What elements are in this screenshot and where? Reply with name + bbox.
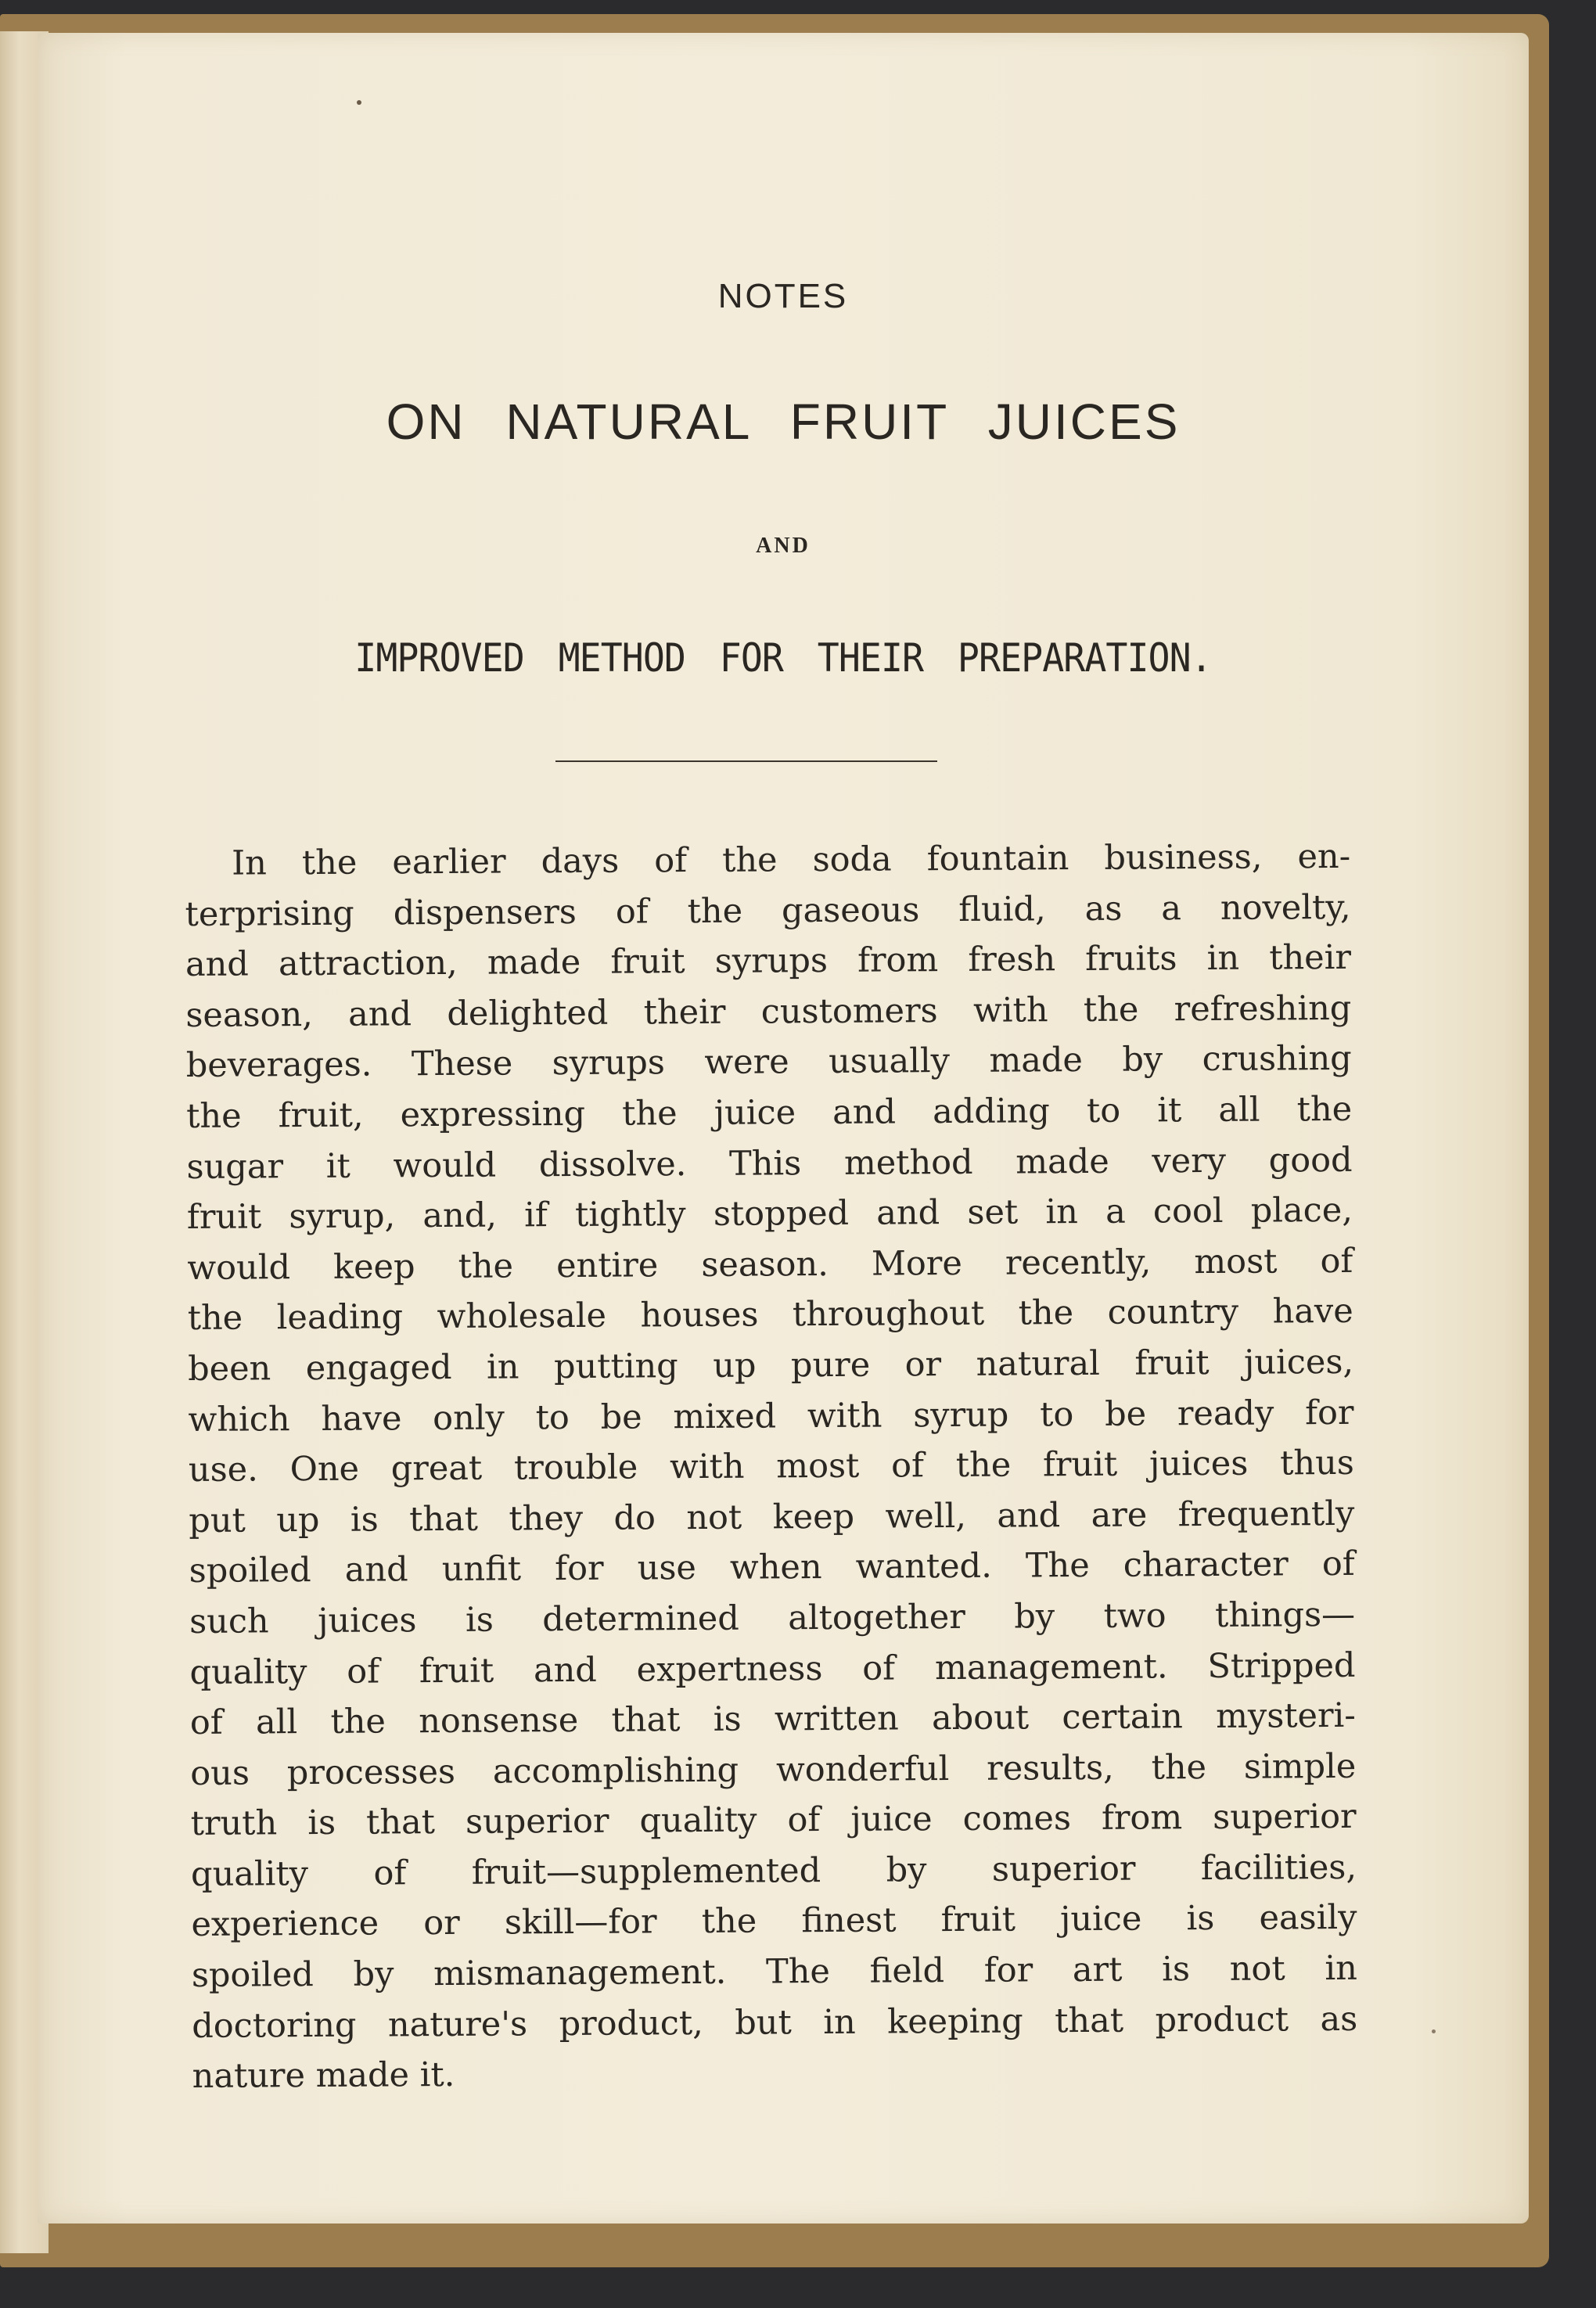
- text-line: of all the nonsense that is written about certain mysteri-: [189, 1695, 1357, 1743]
- title-divider: [555, 760, 937, 762]
- text-line: quality of fruit—supplemented by superior facilities,: [190, 1847, 1357, 1894]
- text-line: fruit syrup, and, if tightly stopped and set in a cool place,: [186, 1191, 1353, 1238]
- text-line: spoiled and unfit for use when wanted. The character of: [189, 1544, 1355, 1591]
- text-line: beverages. These syrups were usually made by crushing: [185, 1039, 1352, 1086]
- text-line: been engaged in putting up pure or natural fruit juices,: [187, 1342, 1354, 1389]
- text-line: the fruit, expressing the juice and adding to it all the: [186, 1089, 1353, 1136]
- heading-and: AND: [756, 534, 811, 558]
- heading-notes: NOTES: [717, 277, 849, 315]
- text-line: put up is that they do not keep well, and are frequently: [189, 1494, 1355, 1540]
- text-line: quality of fruit and expertness of management. Stripped: [189, 1645, 1356, 1692]
- text-line: terprising dispensers of the gaseous fluid, as a novelty,: [185, 887, 1351, 934]
- page-title: ON NATURAL FRUIT JUICES: [386, 394, 1181, 450]
- text-line: doctoring nature's product, but in keeping that product as: [192, 1999, 1358, 2046]
- body-paragraph: [185, 832, 1358, 2102]
- text-line: use. One great trouble with most of the fruit juices thus: [188, 1443, 1355, 1490]
- book-page: [38, 33, 1529, 2224]
- text-line: experience or skill—for the finest fruit juice is easily: [191, 1898, 1357, 1945]
- text-line: In the earlier days of the soda fountain business, en-: [232, 836, 1351, 883]
- text-line: which have only to be mixed with syrup to be ready for: [188, 1393, 1354, 1440]
- page-content: [38, 33, 1529, 2224]
- text-line: season, and delighted their customers with the refreshing: [185, 988, 1352, 1035]
- text-line: and attraction, made fruit syrups from fresh fruits in their: [185, 938, 1352, 985]
- text-line: would keep the entire season. More recently, most of: [187, 1241, 1353, 1288]
- text-line: such juices is determined altogether by two things—: [189, 1594, 1356, 1641]
- text-line: nature made it.: [192, 2055, 455, 2097]
- text-line: spoiled by mismanagement. The field for art is not in: [191, 1948, 1358, 1996]
- text-line: sugar it would dissolve. This method made very good: [186, 1140, 1353, 1187]
- page-subtitle: IMPROVED METHOD FOR THEIR PREPARATION.: [354, 635, 1212, 681]
- text-line: the leading wholesale houses throughout the country have: [187, 1292, 1353, 1339]
- text-line: truth is that superior quality of juice comes from superior: [190, 1797, 1357, 1844]
- text-line: ous processes accomplishing wonderful results, the simple: [190, 1746, 1357, 1793]
